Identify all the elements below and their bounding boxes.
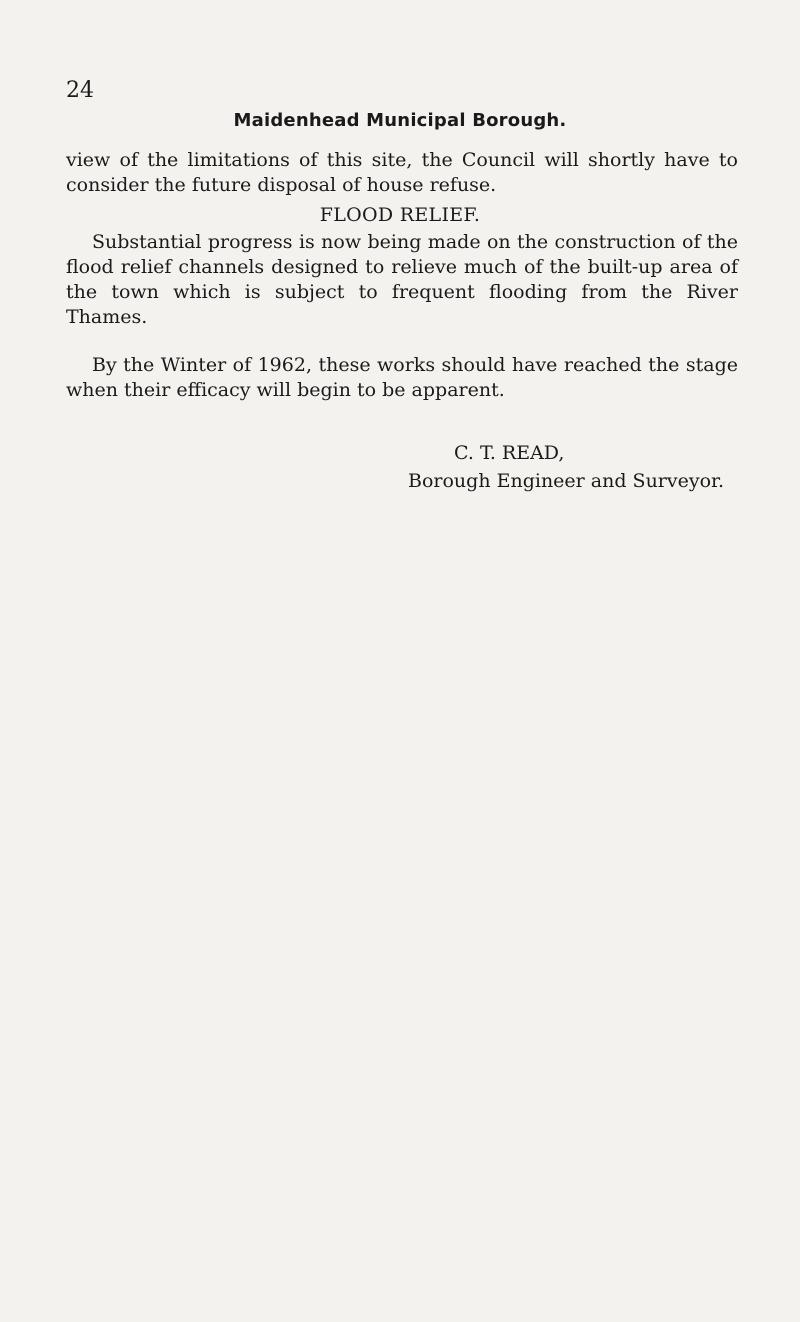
paragraph-1: view of the limitations of this site, the Council will shortly have to consider the future disposal of house refuse. <box>66 149 738 196</box>
body-paragraph-flood-relief <box>66 230 738 330</box>
running-head: Maidenhead Municipal Borough. <box>233 110 567 131</box>
section-heading-flood-relief: FLOOD RELIEF. <box>319 204 481 226</box>
body-paragraph-winter-1962 <box>66 353 738 403</box>
paragraph-3: By the Winter of 1962, these works should have reached the stage when their efficacy will begin to be apparent. <box>66 354 738 401</box>
page-number: 24 <box>66 78 94 103</box>
paragraph-2: Substantial progress is now being made on the construction of the flood relief channels designed to relieve much of the built-up area of the town which is subject to frequent flooding from the River Thames. <box>66 231 738 328</box>
signature-title: Borough Engineer and Surveyor. <box>408 470 725 492</box>
signature-name: C. T. READ, <box>454 442 565 464</box>
body-paragraph-continuation <box>66 148 738 198</box>
